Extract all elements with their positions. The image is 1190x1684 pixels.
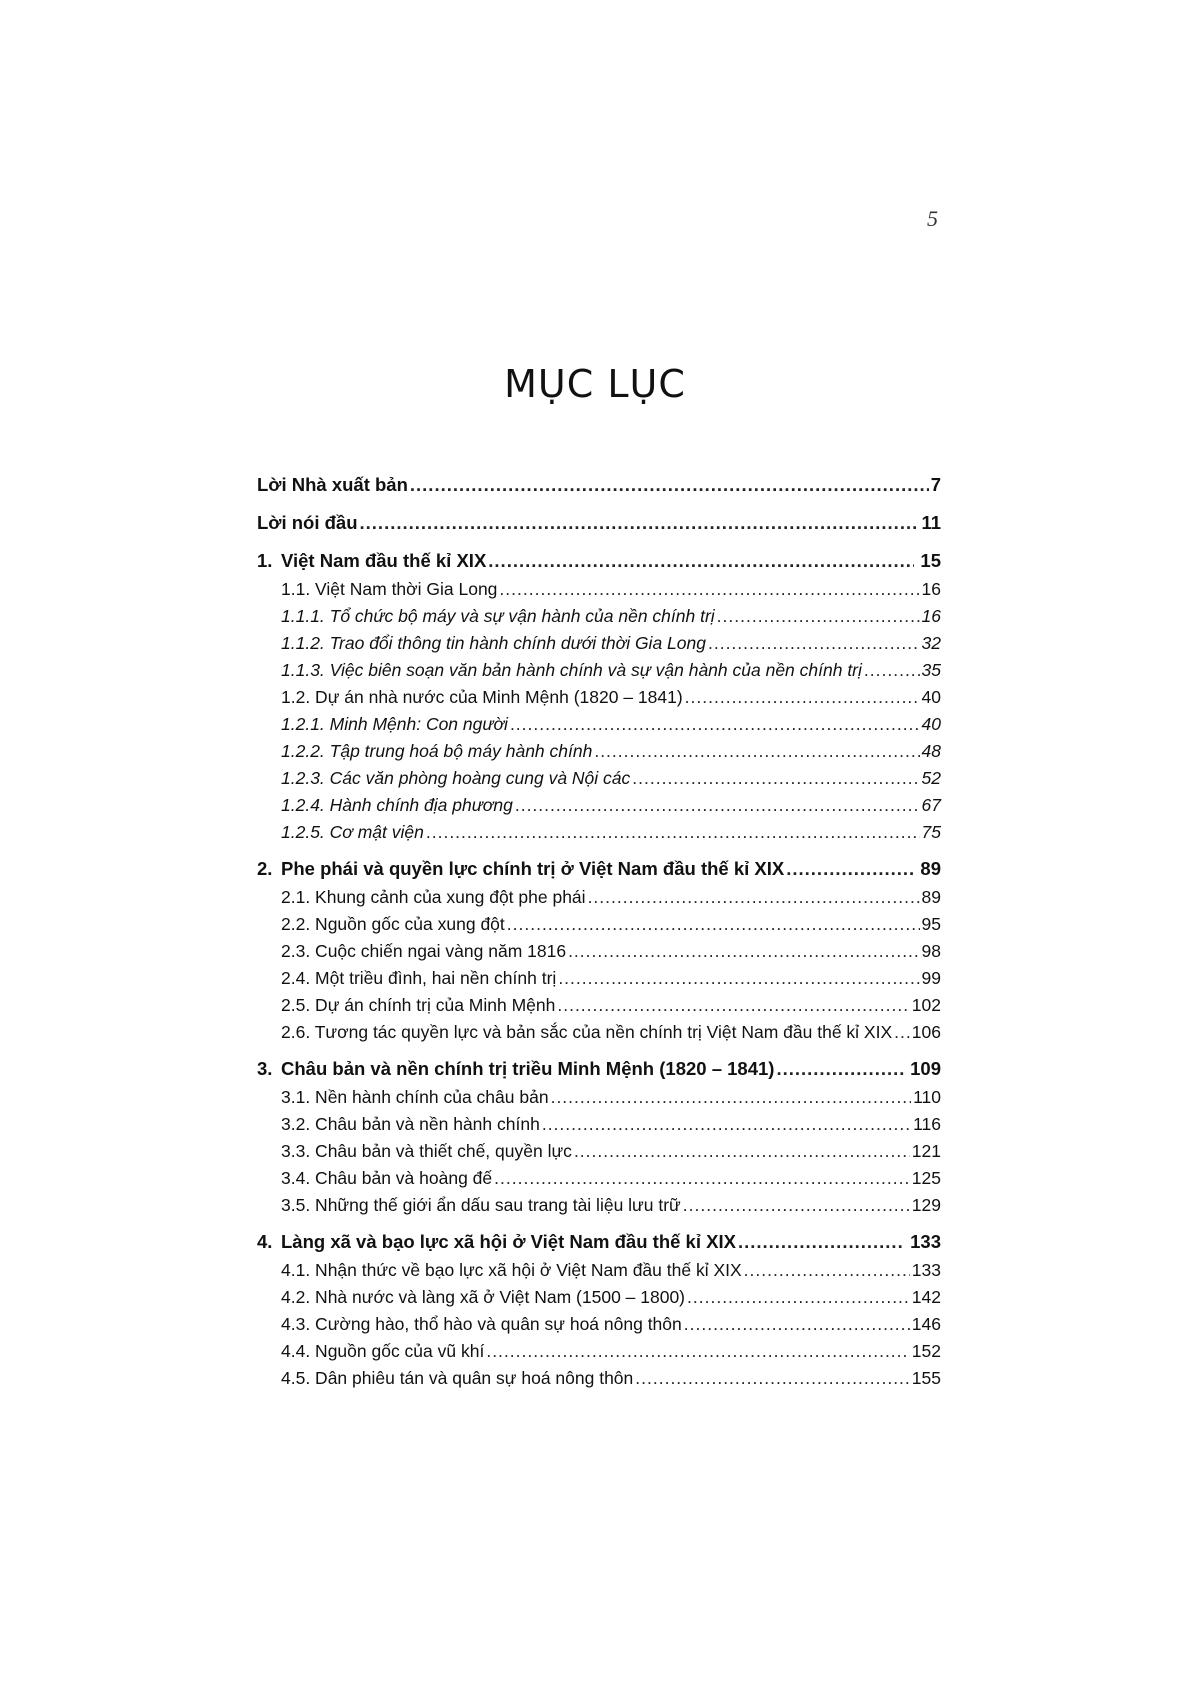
- toc-page-number: 48: [921, 741, 941, 761]
- toc-entry-label: [257, 1054, 774, 1084]
- dot-leader: [635, 1365, 910, 1392]
- toc-section[interactable]: [257, 657, 941, 684]
- page-number: 5: [927, 206, 938, 231]
- toc-entry-label: 1.2.2. Tập trung hoá bộ máy hành chính: [281, 741, 593, 761]
- dot-leader: [488, 546, 914, 576]
- toc-section[interactable]: [257, 965, 941, 992]
- toc-chapter[interactable]: [257, 854, 941, 884]
- toc-section[interactable]: [257, 1338, 941, 1365]
- toc-entry-label: 1.2.4. Hành chính địa phương: [281, 795, 513, 815]
- dot-leader: [542, 1111, 911, 1138]
- toc-section[interactable]: [257, 792, 941, 819]
- toc-chapter[interactable]: [257, 1054, 941, 1084]
- toc-page-number: 67: [921, 795, 941, 815]
- toc-entry-label: 3.2. Châu bản và nền hành chính: [281, 1114, 540, 1134]
- toc-page-number: 133: [911, 1260, 941, 1280]
- toc-entry-label: [257, 854, 784, 884]
- toc-entry-label: 2.3. Cuộc chiến ngai vàng năm 1816: [281, 941, 567, 961]
- toc-entry-label: 4.5. Dân phiêu tán và quân sự hoá nông thôn: [281, 1368, 634, 1388]
- toc-entry-label: 2.2. Nguồn gốc của xung đột: [281, 914, 505, 934]
- dot-leader: [568, 938, 919, 965]
- toc-page-number: 75: [921, 822, 941, 842]
- dot-leader: [499, 576, 919, 603]
- toc-page-number: 116: [913, 1114, 941, 1134]
- toc-entry-label: 4.2. Nhà nước và làng xã ở Việt Nam (1500 – 1800): [281, 1287, 686, 1307]
- toc-entry-label: 2.1. Khung cảnh của xung đột phe phái: [281, 887, 586, 907]
- toc-page-number: 110: [913, 1087, 941, 1107]
- toc-chapter-title: Châu bản và nền chính trị triều Minh Mệnh (1820 – 1841): [281, 1058, 775, 1079]
- toc-section[interactable]: [257, 819, 941, 846]
- toc-section[interactable]: [257, 992, 941, 1019]
- dot-leader: [685, 684, 920, 711]
- toc-section[interactable]: [257, 911, 941, 938]
- toc-section[interactable]: [257, 1138, 941, 1165]
- toc-front-matter[interactable]: [257, 470, 941, 500]
- toc-entry-label: 1.2.3. Các văn phòng hoàng cung và Nội các: [281, 768, 631, 788]
- dot-leader: [588, 884, 920, 911]
- toc-entry-label: 4.4. Nguồn gốc của vũ khí: [281, 1341, 485, 1361]
- toc-entry-label: [257, 1227, 736, 1257]
- toc-chapter-number: 1.: [257, 550, 273, 571]
- toc-page-number: 89: [921, 887, 941, 907]
- toc-page-number: 109: [910, 1058, 941, 1079]
- toc-section[interactable]: [257, 1019, 941, 1046]
- toc-entry-label: 1.2.5. Cơ mật viện: [281, 822, 424, 842]
- toc-section[interactable]: [257, 1165, 941, 1192]
- toc-page-number: 152: [911, 1341, 941, 1361]
- toc-page-number: 129: [911, 1195, 941, 1215]
- toc-section[interactable]: [257, 711, 941, 738]
- toc-entry-label: 3.5. Những thế giới ẩn dấu sau trang tài liệu lưu trữ: [281, 1195, 681, 1215]
- dot-leader: [494, 1165, 910, 1192]
- dot-leader: [717, 603, 920, 630]
- toc-chapter-number: 2.: [257, 858, 273, 879]
- toc-entry-label: 1.2.1. Minh Mệnh: Con người: [281, 714, 508, 734]
- toc-section[interactable]: [257, 1257, 941, 1284]
- toc-page-number: 146: [911, 1314, 941, 1334]
- toc-page-number: 106: [911, 1022, 941, 1042]
- dot-leader: [708, 630, 920, 657]
- dot-leader: [786, 854, 914, 884]
- toc-page-number: 40: [921, 714, 941, 734]
- toc-section[interactable]: [257, 1284, 941, 1311]
- toc-entry-label: 2.5. Dự án chính trị của Minh Mệnh: [281, 995, 556, 1015]
- toc-section[interactable]: [257, 765, 941, 792]
- toc-page-number: 102: [911, 995, 941, 1015]
- toc-page-number: 98: [921, 941, 941, 961]
- toc-chapter[interactable]: [257, 1227, 941, 1257]
- toc-entry-label: 2.4. Một triều đình, hai nền chính trị: [281, 968, 557, 988]
- toc-page-number: 121: [911, 1141, 941, 1161]
- dot-leader: [360, 508, 920, 538]
- toc-section[interactable]: [257, 1311, 941, 1338]
- dot-leader: [744, 1257, 910, 1284]
- dot-leader: [507, 911, 920, 938]
- toc-front-matter[interactable]: [257, 508, 941, 538]
- toc-section[interactable]: [257, 603, 941, 630]
- dot-leader: [894, 1019, 910, 1046]
- toc-page-number: 40: [921, 687, 941, 707]
- toc-entry-label: 1.2. Dự án nhà nước của Minh Mệnh (1820 – 1841): [281, 687, 683, 707]
- toc-page-number: 125: [911, 1168, 941, 1188]
- toc-entry-label: 4.3. Cường hào, thổ hào và quân sự hoá nông thôn: [281, 1314, 682, 1334]
- toc-page-number: 35: [921, 660, 941, 680]
- toc-section[interactable]: [257, 738, 941, 765]
- toc-entry-label: 1.1.3. Việc biên soạn văn bản hành chính và sự vận hành của nền chính trị: [281, 660, 862, 680]
- toc-entry-label: 2.6. Tương tác quyền lực và bản sắc của nền chính trị Việt Nam đầu thế kỉ XIX: [281, 1022, 893, 1042]
- toc-page-number: 142: [911, 1287, 941, 1307]
- toc-page-number: 15: [920, 550, 941, 571]
- dot-leader: [486, 1338, 909, 1365]
- toc-page-number: 52: [921, 768, 941, 788]
- dot-leader: [558, 965, 919, 992]
- dot-leader: [510, 711, 920, 738]
- toc-page-number: 99: [921, 968, 941, 988]
- toc-entry-label: 4.1. Nhận thức về bạo lực xã hội ở Việt Nam đầu thế kỉ XIX: [281, 1260, 742, 1280]
- toc-section[interactable]: [257, 576, 941, 603]
- toc-entry-label: 1.1.1. Tổ chức bộ máy và sự vận hành của nền chính trị: [281, 606, 715, 626]
- toc-chapter-title: Việt Nam đầu thế kỉ XIX: [281, 550, 487, 571]
- toc-entry-label: 3.4. Châu bản và hoàng đế: [281, 1168, 493, 1188]
- toc-page-number: 155: [911, 1368, 941, 1388]
- toc-entry-label: 1.1. Việt Nam thời Gia Long: [281, 579, 498, 599]
- toc-page-number: 16: [921, 606, 941, 626]
- dot-leader: [551, 1084, 912, 1111]
- toc-page-number: 95: [921, 914, 941, 934]
- page-title: MỤC LỤC: [504, 362, 686, 406]
- toc-chapter-title: Phe phái và quyền lực chính trị ở Việt Nam đầu thế kỉ XIX: [281, 858, 785, 879]
- toc-entry-label: [257, 546, 486, 576]
- toc-section[interactable]: [257, 684, 941, 711]
- toc-section[interactable]: [257, 1192, 941, 1219]
- toc-page-number: 11: [921, 512, 941, 533]
- toc-chapter-number: 4.: [257, 1231, 273, 1252]
- toc-chapter-title: Làng xã và bạo lực xã hội ở Việt Nam đầu thế kỉ XIX: [281, 1231, 736, 1252]
- dot-leader: [574, 1138, 910, 1165]
- toc-page-number: 133: [910, 1231, 941, 1252]
- toc-page-number: 89: [920, 858, 941, 879]
- dot-leader: [594, 738, 919, 765]
- dot-leader: [776, 1054, 904, 1084]
- toc-section[interactable]: [257, 1084, 941, 1111]
- toc-section[interactable]: [257, 630, 941, 657]
- dot-leader: [515, 792, 920, 819]
- dot-leader: [684, 1311, 910, 1338]
- dot-leader: [410, 470, 929, 500]
- toc-page-number: 7: [930, 474, 941, 495]
- toc-page-number: 16: [921, 579, 941, 599]
- toc-section[interactable]: [257, 884, 941, 911]
- dot-leader: [557, 992, 909, 1019]
- toc-entry-label: 3.3. Châu bản và thiết chế, quyền lực: [281, 1141, 572, 1161]
- toc-page-number: 32: [921, 633, 941, 653]
- toc-entry-label: 3.1. Nền hành chính của châu bản: [281, 1087, 549, 1107]
- table-of-contents: [257, 462, 941, 1392]
- dot-leader: [864, 657, 920, 684]
- toc-entry-label: Lời nói đầu: [257, 512, 358, 533]
- toc-section[interactable]: [257, 1365, 941, 1392]
- dot-leader: [738, 1227, 904, 1257]
- dot-leader: [632, 765, 919, 792]
- toc-section[interactable]: [257, 938, 941, 965]
- toc-chapter-number: 3.: [257, 1058, 273, 1079]
- toc-entry-label: 1.1.2. Trao đổi thông tin hành chính dưới thời Gia Long: [281, 633, 706, 653]
- dot-leader: [426, 819, 920, 846]
- toc-entry-label: Lời Nhà xuất bản: [257, 474, 408, 495]
- toc-chapter[interactable]: [257, 546, 941, 576]
- dot-leader: [683, 1192, 910, 1219]
- toc-section[interactable]: [257, 1111, 941, 1138]
- dot-leader: [687, 1284, 910, 1311]
